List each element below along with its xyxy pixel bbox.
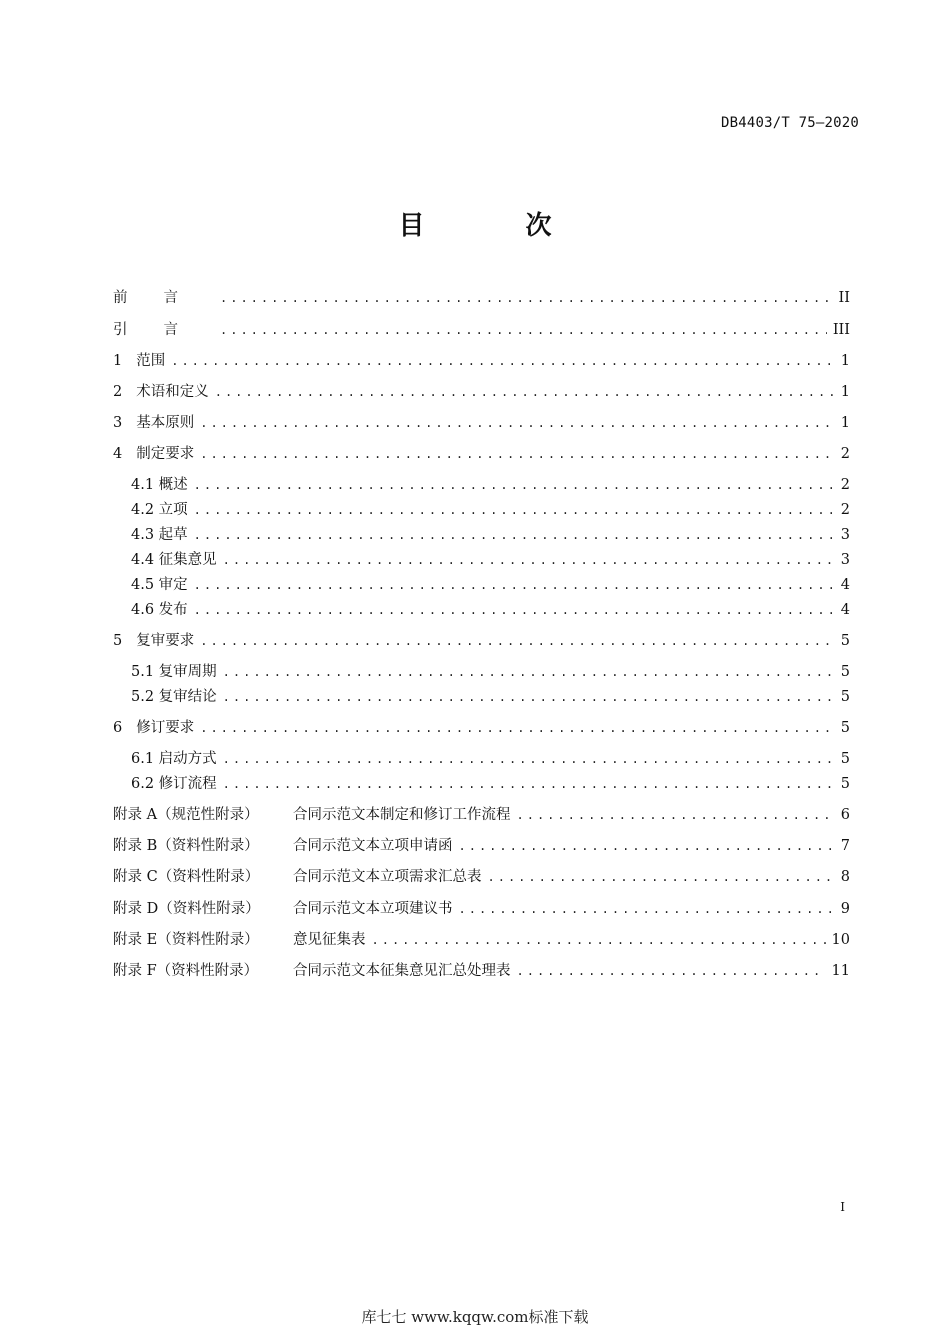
toc-entry-page: 4 (840, 577, 850, 593)
toc-entry-page: 11 (831, 963, 850, 979)
toc-entry-page: 6 (840, 807, 850, 823)
toc-entry[interactable] (131, 749, 850, 769)
toc-leader-dots (194, 500, 835, 520)
toc-entry[interactable] (131, 575, 850, 595)
toc-entry-page: 7 (840, 838, 850, 854)
toc-entry[interactable] (131, 774, 850, 794)
page-title: 目 次 (398, 211, 598, 241)
toc-entry[interactable] (113, 288, 850, 308)
toc-entry-label: 基本原则 (136, 415, 195, 431)
toc-entry-page: 5 (840, 776, 850, 792)
toc-entry-page: 4 (840, 602, 850, 618)
toc-entry-label: 意见征集表 (293, 932, 366, 948)
toc-entry-label: 前言 (113, 290, 214, 306)
toc-entry-page: 5 (840, 633, 850, 649)
toc-entry-number: 6 (113, 720, 123, 736)
toc-leader-dots (459, 899, 835, 919)
toc-entry-page: 1 (840, 415, 850, 431)
toc-entry-page: 8 (840, 869, 850, 885)
toc-entry-page: 5 (840, 664, 850, 680)
toc-leader-dots (200, 444, 835, 464)
toc-entry-label: 合同示范文本立项申请函 (293, 838, 453, 854)
toc-leader-dots (488, 867, 835, 887)
toc-appendix-number: 附录 D（资料性附录） (113, 901, 260, 917)
toc-entry[interactable] (113, 444, 850, 464)
toc-entry-label: 范围 (136, 353, 166, 369)
toc-entry[interactable] (113, 899, 850, 919)
toc-appendix-number: 附录 F（资料性附录） (113, 963, 259, 979)
toc-entry-label: 修订要求 (136, 720, 195, 736)
toc-entry[interactable] (131, 662, 850, 682)
toc-entry-page: 5 (840, 689, 850, 705)
toc-entry-label: 合同示范文本制定和修订工作流程 (293, 807, 511, 823)
toc-leader-dots (200, 631, 835, 651)
toc-entry[interactable] (113, 351, 850, 371)
toc-entry-label: 6.2 修订流程 (131, 776, 217, 792)
toc-entry-label: 引言 (113, 322, 214, 338)
page-number: I (840, 1200, 845, 1214)
toc-entry-label: 合同示范文本征集意见汇总处理表 (293, 963, 511, 979)
toc-entry[interactable] (113, 805, 850, 825)
toc-entry-label: 术语和定义 (136, 384, 209, 400)
toc-entry-label: 4.1 概述 (131, 477, 188, 493)
toc-entry-label: 合同示范文本立项建议书 (293, 901, 453, 917)
toc-leader-dots (223, 749, 835, 769)
toc-leader-dots (459, 836, 835, 856)
toc-entry[interactable] (113, 867, 850, 887)
toc-leader-dots (200, 718, 835, 738)
toc-entry-label: 5.1 复审周期 (131, 664, 217, 680)
toc-entry-number: 2 (113, 384, 123, 400)
toc-leader-dots (517, 805, 835, 825)
toc-entry-page: II (838, 290, 850, 306)
toc-entry-number: 1 (113, 353, 123, 369)
toc-entry-page: 2 (840, 446, 850, 462)
toc-entry[interactable] (113, 961, 850, 981)
toc-leader-dots (223, 662, 835, 682)
toc-leader-dots (223, 550, 835, 570)
toc-entry[interactable] (113, 382, 850, 402)
toc-entry-label: 4.3 起草 (131, 527, 188, 543)
toc-appendix-number: 附录 A（规范性附录） (113, 807, 259, 823)
toc-entry[interactable] (113, 631, 850, 651)
toc-entry-label: 4.4 征集意见 (131, 552, 217, 568)
toc-entry[interactable] (131, 550, 850, 570)
toc-leader-dots (517, 961, 826, 981)
toc-entry-label: 4.6 发布 (131, 602, 188, 618)
standard-code: DB4403/T 75—2020 (720, 115, 859, 131)
toc-entry-page: 2 (840, 477, 850, 493)
toc-entry-number: 5 (113, 633, 123, 649)
toc-appendix-number: 附录 E（资料性附录） (113, 932, 259, 948)
toc-leader-dots (220, 288, 833, 308)
toc-entry-label: 4.5 审定 (131, 577, 188, 593)
toc-entry-page: 5 (840, 720, 850, 736)
toc-entry[interactable] (131, 475, 850, 495)
toc-entry[interactable] (113, 320, 850, 340)
toc-entry-page: 9 (840, 901, 850, 917)
toc-leader-dots (194, 525, 835, 545)
toc-leader-dots (220, 320, 827, 340)
toc-appendix-number: 附录 C（资料性附录） (113, 869, 260, 885)
toc-entry-page: 2 (840, 502, 850, 518)
toc-leader-dots (372, 930, 826, 950)
toc-entry-page: 3 (840, 527, 850, 543)
toc-entry[interactable] (131, 500, 850, 520)
toc-leader-dots (194, 575, 835, 595)
toc-leader-dots (223, 774, 835, 794)
toc-leader-dots (215, 382, 835, 402)
toc-leader-dots (194, 600, 835, 620)
toc-entry-label: 合同示范文本立项需求汇总表 (293, 869, 482, 885)
toc-entry-label: 复审要求 (136, 633, 195, 649)
toc-leader-dots (194, 475, 835, 495)
toc-entry[interactable] (131, 600, 850, 620)
toc-entry-page: 5 (840, 751, 850, 767)
toc-leader-dots (200, 413, 835, 433)
toc-entry-page: 1 (840, 384, 850, 400)
toc-entry-page: 3 (840, 552, 850, 568)
toc-entry-page: 1 (840, 353, 850, 369)
toc-entry-number: 4 (113, 446, 123, 462)
toc-entry[interactable] (113, 930, 850, 950)
footer-watermark: 库七七 www.kqqw.com标准下载 (361, 1308, 589, 1326)
toc-entry[interactable] (131, 687, 850, 707)
toc-entry-label: 6.1 启动方式 (131, 751, 217, 767)
toc-entry-page: III (832, 322, 850, 338)
toc-leader-dots (223, 687, 835, 707)
toc-entry-label: 4.2 立项 (131, 502, 188, 518)
toc-appendix-number: 附录 B（资料性附录） (113, 838, 259, 854)
toc-entry-label: 制定要求 (136, 446, 195, 462)
toc-entry[interactable] (113, 836, 850, 856)
toc-entry-label: 5.2 复审结论 (131, 689, 217, 705)
toc-entry-number: 3 (113, 415, 123, 431)
toc-entry[interactable] (113, 413, 850, 433)
toc-entry-page: 10 (831, 932, 850, 948)
toc-entry[interactable] (113, 718, 850, 738)
toc-leader-dots (171, 351, 835, 371)
toc-entry[interactable] (131, 525, 850, 545)
